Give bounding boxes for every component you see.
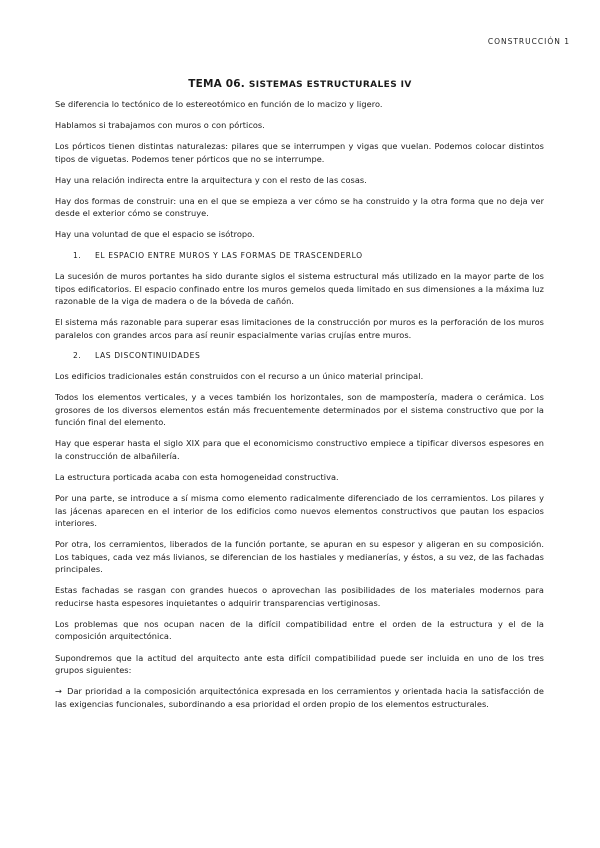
section1-paragraph: La sucesión de muros portantes ha sido durante siglos el sistema estructural más utilizado en la mayor parte de los tipos edificatorios. El espacio confinado entre los muros gemelos queda limitado en sus dimensiones a la máxima luz razonable de la viga de madera o de la bóveda de cañón.	[55, 271, 544, 307]
section1-paragraph: El sistema más razonable para superar esas limitaciones de la construcción por muros es la perforación de los muros paralelos con grandes arcos para así reunir espacialmente varias crujías entre muros.	[55, 317, 544, 340]
section2-paragraph: Hay que esperar hasta el siglo XIX para que el economicismo constructivo empiece a tipificar diversos espesores en la construcción de albañilería.	[55, 438, 544, 461]
intro-paragraph: Hablamos si trabajamos con muros o con pórticos.	[55, 120, 265, 131]
bullet-text: Dar prioridad a la composición arquitectónica expresada en los cerramientos y orientada hacia la satisfacción de las exigencias funcionales, subordinando a esa prioridad el orden propio de los elementos estructurales.	[55, 686, 545, 709]
title-prefix: TEMA 06.	[188, 78, 245, 90]
section2-paragraph: Por una parte, se introduce a sí misma como elemento radicalmente diferenciado de los cerramientos. Los pilares y las jácenas aparecen en el interior de los edificios como nuevos elementos constructivos que pautan los espacios interiores.	[55, 493, 544, 529]
intro-paragraph: Los pórticos tienen distintas naturalezas: pilares que se interrumpen y vigas que vuelan. Podemos colocar distintos tipos de viguetas. Podemos tener pórticos que no se interrumpe.	[55, 141, 544, 164]
section-heading-1	[73, 250, 544, 263]
section2-paragraph: Los edificios tradicionales están construidos con el recurso a un único material principal.	[55, 371, 424, 382]
bullet-item	[55, 685, 544, 710]
section2-paragraph: Supondremos que la actitud del arquitecto ante esta difícil compatibilidad puede ser incluida en uno de los tres grupos siguientes:	[55, 652, 544, 675]
section2-paragraph: La estructura porticada acaba con esta homogeneidad constructiva.	[55, 472, 339, 483]
intro-paragraph: Hay una relación indirecta entre la arquitectura y con el resto de las cosas.	[55, 174, 367, 185]
section-title: LAS DISCONTINUIDADES	[95, 350, 201, 360]
section2-paragraph: Todos los elementos verticales, y a veces también los horizontales, son de mampostería, madera o cerámica. Los grosores de los diversos elementos están más frecuentemente determinados por el sistema constructivo que por la función final del elemento.	[55, 392, 544, 428]
title-rest: SISTEMAS ESTRUCTURALES IV	[248, 80, 412, 90]
intro-paragraph: Hay una voluntad de que el espacio se isótropo.	[55, 229, 255, 240]
document-body	[55, 98, 544, 719]
intro-paragraph: Hay dos formas de construir: una en el que se empieza a ver cómo se ha construido y la otra forma que no deja ver desde el exterior cómo se construye.	[55, 195, 544, 219]
section-title: EL ESPACIO ENTRE MUROS Y LAS FORMAS DE TRASCENDERLO	[95, 250, 363, 260]
arrow-right-icon: →	[55, 686, 62, 697]
section2-paragraph: Por otra, los cerramientos, liberados de la función portante, se apuran en su espesor y aligeran en su composición. Los tabiques, cada vez más livianos, se diferencian de los hastiales y medianerías, y éstos, a su vez, de las fachadas principales.	[55, 539, 544, 575]
section-number: 1.	[73, 250, 82, 260]
running-header: CONSTRUCCIÓN 1	[487, 37, 570, 46]
section-heading-2	[73, 350, 544, 363]
document-title	[0, 78, 600, 90]
section2-paragraph: Los problemas que nos ocupan nacen de la difícil compatibilidad entre el orden de la estructura y el de la composición arquitectónica.	[55, 618, 544, 642]
section2-paragraph: Estas fachadas se rasgan con grandes huecos o aprovechan las posibilidades de los materiales modernos para reducirse hasta espesores inquietantes o adquirir transparencias vertiginosas.	[55, 585, 544, 608]
section-number: 2.	[73, 350, 82, 360]
intro-paragraph: Se diferencia lo tectónico de lo estereotómico en función de lo macizo y ligero.	[55, 99, 383, 109]
